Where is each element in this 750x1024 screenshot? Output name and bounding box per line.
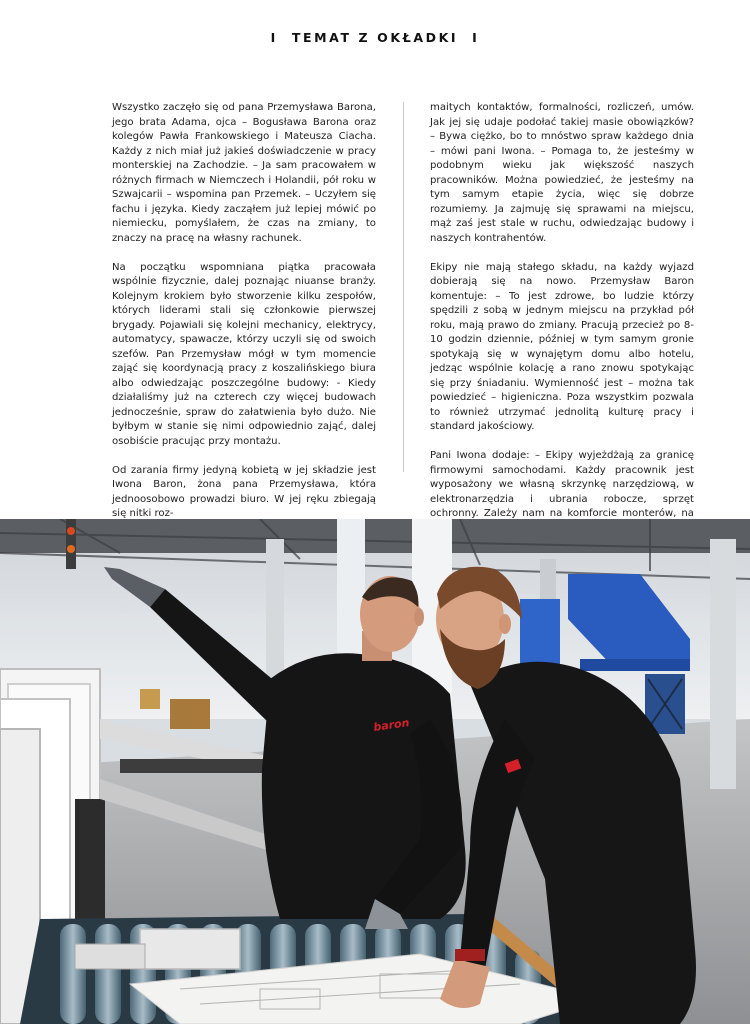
paragraph: Na początku wspomniana piątka pracowała wspólnie fizycznie, dalej poznając niuanse branży. Kolejnym krokiem było stworzenie kilku zespołów, których liderami stali się członkowie pierwszej brygady. Pojawiali się kolejni mechanicy, elektrycy, automatycy, spawacze, którzy uczyli się od swoich szefów. Pan Przemysław mógł w tym momencie zająć się koordynacją pracy z koszalińskiego biura albo odwiedzając poszczególne budowy: - Kiedy działaliśmy już na czterech czy więcej budowach jednocześnie, spraw do załatwienia było dużo. Nie byłbym w stanie się nimi odpowiednio zająć, dalej osobiście pracując przy montażu. (112, 261, 376, 447)
shirt-logo: baron (372, 716, 411, 734)
header-bar-left: I (270, 30, 278, 45)
header-title: TEMAT Z OKŁADKI (291, 30, 459, 45)
feature-photo (0, 519, 750, 1024)
paragraph: Wszystko zaczęło się od pana Przemysława Barona, jego brata Adama, ojca – Bogusława Barona oraz kolegów Pawła Frankowskiego i Mateusza Ciacha. Każdy z nich miał już jakieś doświadczenie w pracy monterskiej na Zachodzie. – Ja sam pracowałem w różnych firmach w Niemczech i Holandii, pół roku w Szwajcarii – wspomina pan Przemek. – Uczyłem się fachu i języka. Kiedy zacząłem już lepiej mówić po niemiecku, pomyślałem, że czas na zmiany, to znaczy na pracę na własny rachunek. (112, 102, 376, 244)
paragraph: maitych kontaktów, formalności, rozliczeń, umów. Jak jej się udaje podołać takiej masie obowiązków? – Bywa ciężko, bo to mnóstwo spraw każdego dnia – mówi pani Iwona. – Pomaga to, że jesteśmy w podobnym wieku jak większość naszych pracowników. Można powiedzieć, że jesteśmy na tym samym etapie życia, więc się dobrze rozumiemy. Ja zajmuję się sprawami na miejscu, mąż zaś jest stale w ruchu, odwiedzając budowy i naszych kontrahentów. (430, 102, 694, 244)
watch (455, 949, 485, 961)
column-divider (403, 102, 404, 472)
article-column-right (430, 101, 694, 551)
signal-light (66, 519, 76, 569)
binder (140, 929, 240, 969)
header-bar-right: I (472, 30, 480, 45)
hall-column (710, 539, 736, 789)
paragraph: Ekipy nie mają stałego składu, na każdy wyjazd dobierają się na nowo. Przemysław Baron komentuje: – To jest zdrowe, bo ludzie którzy spędzili z sobą w jednym miejscu na przykład pół roku, mają prawo do zmiany. Pracują przecież po 8-10 godzin dziennie, później w tym samym gronie spotykają się w wynajętym domu albo hotelu, jedząc wspólnie kolację a rano znowu spotykając się przy śniadaniu. Wymienność jest – można tak powiedzieć – higieniczna. Poza wszystkim pozwala to również utrzymać jednolitą kulturę pracy i standard jakościowy. (430, 261, 694, 432)
photo-illustration (0, 519, 750, 1024)
paragraph: Od zarania firmy jedyną kobietą w jej składzie jest Iwona Baron, żona pana Przemysława, która jednoosobowo prowadzi biuro. W jej ręku zbiegają się nitki roz- (112, 464, 376, 519)
paragraph: Pani Iwona dodaje: – Ekipy wyjeżdżają za granicę firmowymi samochodami. Każdy pracownik jest wyposażony we własną skrzynkę narzędziową, w elektronarzędzia i ubrania robocze, sprzęt ochronny. Zależy nam na komforcie monterów, na (430, 450, 694, 519)
section-header (0, 30, 750, 45)
article-column-left (112, 101, 376, 536)
